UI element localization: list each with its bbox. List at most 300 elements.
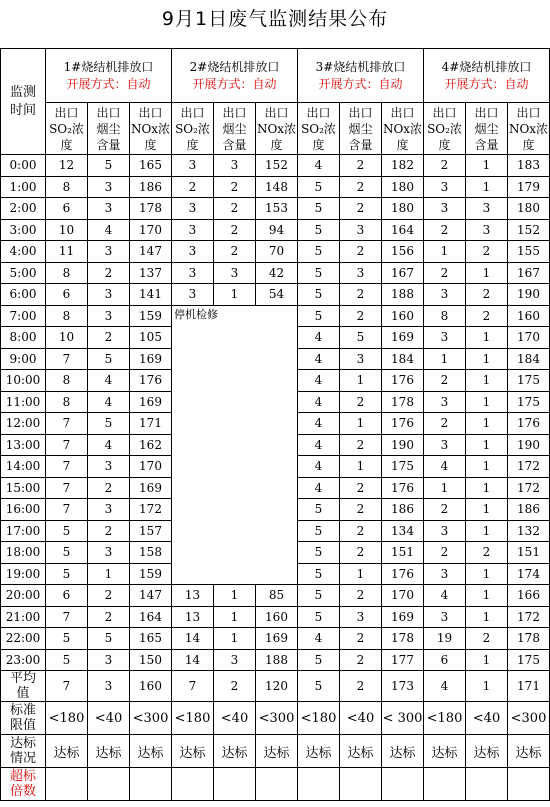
time-cell: 3:00 — [1, 219, 46, 241]
value-cell: 176 — [382, 563, 424, 585]
group-mode: 开展方式：自动 — [444, 76, 529, 91]
value-cell: 70 — [256, 241, 298, 263]
value-cell: 3 — [172, 241, 214, 263]
value-cell: 3 — [466, 198, 508, 220]
time-cell: 18:00 — [1, 542, 46, 564]
value-cell: <180 — [298, 702, 340, 735]
value-cell: 1 — [214, 606, 256, 628]
value-cell: 3 — [466, 219, 508, 241]
value-cell: 166 — [508, 585, 550, 607]
value-cell — [424, 768, 466, 801]
value-cell: 120 — [256, 671, 298, 702]
value-cell: 12 — [46, 155, 88, 177]
value-cell: 达标 — [214, 735, 256, 768]
table-row — [1, 198, 550, 220]
value-cell: 170 — [382, 585, 424, 607]
value-cell: 160 — [256, 606, 298, 628]
value-cell: 148 — [256, 176, 298, 198]
value-cell: 8 — [46, 391, 88, 413]
time-cell: 5:00 — [1, 262, 46, 284]
value-cell: 达标 — [340, 735, 382, 768]
value-cell: 172 — [508, 456, 550, 478]
value-cell: 174 — [508, 563, 550, 585]
value-cell: 3 — [424, 391, 466, 413]
value-cell: 3 — [214, 155, 256, 177]
value-cell: 1 — [466, 585, 508, 607]
value-cell: <40 — [88, 702, 130, 735]
value-cell: 3 — [424, 284, 466, 306]
value-cell: 3 — [340, 606, 382, 628]
group-header-row — [1, 49, 550, 103]
value-cell: 2 — [466, 628, 508, 650]
value-cell: 186 — [382, 499, 424, 521]
value-cell: 4 — [298, 413, 340, 435]
value-cell: 5 — [88, 628, 130, 650]
value-cell: 1 — [214, 284, 256, 306]
time-cell: 1:00 — [1, 176, 46, 198]
stop-note-cell — [172, 305, 298, 585]
value-cell: 1 — [466, 434, 508, 456]
value-cell: 134 — [382, 520, 424, 542]
value-cell: 1 — [466, 413, 508, 435]
table-row — [1, 262, 550, 284]
value-cell: 5 — [46, 563, 88, 585]
value-cell: 3 — [340, 348, 382, 370]
value-cell: 162 — [130, 434, 172, 456]
value-cell: 165 — [130, 628, 172, 650]
value-cell: 2 — [88, 520, 130, 542]
value-cell: 159 — [130, 563, 172, 585]
value-cell: 1 — [214, 585, 256, 607]
value-cell: 177 — [382, 649, 424, 671]
value-cell: 4 — [88, 391, 130, 413]
value-cell: 达标 — [172, 735, 214, 768]
value-cell: 2 — [424, 262, 466, 284]
average-row — [1, 671, 550, 702]
value-cell: 3 — [88, 542, 130, 564]
value-cell: 3 — [424, 434, 466, 456]
value-cell: 7 — [46, 413, 88, 435]
value-cell: 184 — [382, 348, 424, 370]
value-cell: 1 — [466, 499, 508, 521]
value-cell: 170 — [508, 327, 550, 349]
value-cell: 4 — [298, 477, 340, 499]
value-cell: 169 — [382, 327, 424, 349]
value-cell: 175 — [382, 456, 424, 478]
value-cell: 2 — [340, 391, 382, 413]
value-cell — [298, 768, 340, 801]
compliance-row-label: 达标 情况 — [1, 735, 46, 768]
group-mode: 开展方式：自动 — [318, 76, 403, 91]
value-cell: 176 — [382, 370, 424, 392]
time-cell: 12:00 — [1, 413, 46, 435]
value-cell: 176 — [382, 413, 424, 435]
value-cell: 6 — [46, 585, 88, 607]
average-row-label: 平均 值 — [1, 671, 46, 702]
value-cell: 54 — [256, 284, 298, 306]
stop-note: 停机检修 — [174, 307, 218, 321]
value-cell: 1 — [466, 563, 508, 585]
monitoring-table — [0, 48, 550, 801]
value-cell: 2 — [340, 649, 382, 671]
value-cell: 5 — [298, 563, 340, 585]
value-cell: 5 — [88, 413, 130, 435]
table-row — [1, 649, 550, 671]
value-cell: 178 — [130, 198, 172, 220]
value-cell: 8 — [424, 305, 466, 327]
value-cell: 160 — [130, 671, 172, 702]
value-cell: 7 — [46, 477, 88, 499]
value-cell: 1 — [466, 456, 508, 478]
value-cell: 1 — [466, 155, 508, 177]
value-cell: 1 — [466, 370, 508, 392]
value-cell: 3 — [172, 155, 214, 177]
value-cell: 2 — [88, 262, 130, 284]
time-cell: 7:00 — [1, 305, 46, 327]
time-cell: 4:00 — [1, 241, 46, 263]
value-cell: 5 — [46, 520, 88, 542]
value-cell: 5 — [298, 499, 340, 521]
value-cell: 137 — [130, 262, 172, 284]
value-cell: <180 — [46, 702, 88, 735]
value-cell: 3 — [424, 520, 466, 542]
value-cell: 5 — [298, 241, 340, 263]
sub-header-1-1: 出口 SO₂浓 度 — [46, 103, 88, 155]
value-cell: 19 — [424, 628, 466, 650]
value-cell: 175 — [508, 649, 550, 671]
value-cell: 180 — [382, 176, 424, 198]
value-cell: <300 — [130, 702, 172, 735]
value-cell: <40 — [214, 702, 256, 735]
sub-header-2-1: 出口 SO₂浓 度 — [172, 103, 214, 155]
value-cell: 175 — [508, 370, 550, 392]
value-cell: 1 — [424, 241, 466, 263]
value-cell: 183 — [508, 155, 550, 177]
value-cell: 2 — [340, 284, 382, 306]
time-cell: 10:00 — [1, 370, 46, 392]
value-cell: 5 — [298, 649, 340, 671]
value-cell: 3 — [172, 219, 214, 241]
group-header-1 — [46, 49, 172, 103]
exceed-row — [1, 768, 550, 801]
group-mode: 开展方式：自动 — [66, 76, 151, 91]
value-cell: 178 — [382, 391, 424, 413]
value-cell: 达标 — [88, 735, 130, 768]
value-cell: 3 — [88, 305, 130, 327]
value-cell: 42 — [256, 262, 298, 284]
value-cell: 2 — [214, 198, 256, 220]
time-cell: 6:00 — [1, 284, 46, 306]
value-cell: 3 — [424, 327, 466, 349]
value-cell — [214, 768, 256, 801]
value-cell: 1 — [340, 563, 382, 585]
value-cell: 169 — [256, 628, 298, 650]
value-cell: 1 — [466, 649, 508, 671]
value-cell: 2 — [424, 219, 466, 241]
value-cell: 1 — [466, 391, 508, 413]
value-cell: 4 — [424, 585, 466, 607]
value-cell: 105 — [130, 327, 172, 349]
value-cell: <300 — [508, 702, 550, 735]
value-cell: 150 — [130, 649, 172, 671]
sub-header-row — [1, 103, 550, 155]
sub-header-1-3: 出口 NOx浓 度 — [130, 103, 172, 155]
value-cell: 3 — [88, 456, 130, 478]
value-cell: 2 — [424, 499, 466, 521]
sub-header-4-3: 出口 NOx浓 度 — [508, 103, 550, 155]
value-cell: 164 — [130, 606, 172, 628]
value-cell: 171 — [130, 413, 172, 435]
value-cell — [382, 768, 424, 801]
value-cell: <180 — [424, 702, 466, 735]
value-cell: 3 — [88, 176, 130, 198]
sub-header-4-2: 出口 烟尘 含量 — [466, 103, 508, 155]
time-cell: 16:00 — [1, 499, 46, 521]
value-cell: 1 — [88, 563, 130, 585]
value-cell: 3 — [340, 262, 382, 284]
time-cell: 17:00 — [1, 520, 46, 542]
time-cell: 21:00 — [1, 606, 46, 628]
value-cell: 164 — [382, 219, 424, 241]
value-cell: 2 — [466, 241, 508, 263]
table-row — [1, 241, 550, 263]
value-cell: 3 — [88, 284, 130, 306]
value-cell: 14 — [172, 649, 214, 671]
value-cell: 1 — [466, 327, 508, 349]
value-cell: 5 — [298, 262, 340, 284]
value-cell — [46, 768, 88, 801]
group-header-2 — [172, 49, 298, 103]
value-cell: 1 — [214, 628, 256, 650]
value-cell: 4 — [88, 370, 130, 392]
value-cell: 14 — [172, 628, 214, 650]
value-cell: 2 — [214, 176, 256, 198]
value-cell: 167 — [382, 262, 424, 284]
value-cell: 3 — [214, 649, 256, 671]
value-cell: 2 — [172, 176, 214, 198]
value-cell: 达标 — [130, 735, 172, 768]
table-row — [1, 585, 550, 607]
value-cell: 188 — [382, 284, 424, 306]
value-cell: 7 — [46, 671, 88, 702]
value-cell: 160 — [382, 305, 424, 327]
value-cell: 3 — [424, 606, 466, 628]
value-cell — [88, 768, 130, 801]
value-cell: 7 — [46, 499, 88, 521]
value-cell: 169 — [130, 348, 172, 370]
value-cell: 13 — [172, 585, 214, 607]
value-cell: 2 — [466, 305, 508, 327]
value-cell — [508, 768, 550, 801]
value-cell: 4 — [298, 155, 340, 177]
time-cell: 9:00 — [1, 348, 46, 370]
value-cell: 4 — [298, 348, 340, 370]
table-row — [1, 606, 550, 628]
value-cell: 8 — [46, 370, 88, 392]
value-cell: 165 — [130, 155, 172, 177]
value-cell: 190 — [508, 284, 550, 306]
value-cell: 173 — [382, 671, 424, 702]
exceed-row-label: 超标 倍数 — [1, 768, 46, 801]
value-cell: 4 — [424, 456, 466, 478]
time-cell: 13:00 — [1, 434, 46, 456]
time-cell: 19:00 — [1, 563, 46, 585]
group-name: 4#烧结机排放口 — [441, 59, 532, 74]
value-cell: 4 — [298, 327, 340, 349]
value-cell: 2 — [88, 327, 130, 349]
value-cell: 170 — [130, 219, 172, 241]
value-cell: 2 — [340, 585, 382, 607]
sub-header-2-3: 出口 NOx浓 度 — [256, 103, 298, 155]
value-cell: 4 — [424, 671, 466, 702]
value-cell: 3 — [172, 198, 214, 220]
value-cell: < 300 — [382, 702, 424, 735]
value-cell: 2 — [340, 477, 382, 499]
time-cell: 11:00 — [1, 391, 46, 413]
value-cell — [466, 768, 508, 801]
value-cell: 2 — [340, 198, 382, 220]
value-cell: 5 — [88, 348, 130, 370]
value-cell — [256, 768, 298, 801]
value-cell: 190 — [508, 434, 550, 456]
value-cell: 5 — [46, 542, 88, 564]
value-cell: 169 — [382, 606, 424, 628]
value-cell: 1 — [340, 456, 382, 478]
value-cell — [172, 768, 214, 801]
table-body — [1, 155, 550, 801]
value-cell: 5 — [298, 542, 340, 564]
value-cell: 7 — [46, 348, 88, 370]
value-cell: 2 — [424, 542, 466, 564]
value-cell: 170 — [130, 456, 172, 478]
value-cell: 1 — [424, 348, 466, 370]
time-cell: 2:00 — [1, 198, 46, 220]
value-cell: 5 — [298, 520, 340, 542]
value-cell: 2 — [466, 284, 508, 306]
value-cell: 179 — [508, 176, 550, 198]
value-cell — [340, 768, 382, 801]
value-cell: 1 — [466, 520, 508, 542]
value-cell: 151 — [508, 542, 550, 564]
standard-row-label: 标准 限值 — [1, 702, 46, 735]
value-cell: 5 — [340, 327, 382, 349]
value-cell: 178 — [382, 628, 424, 650]
value-cell: 7 — [46, 456, 88, 478]
value-cell: 10 — [46, 327, 88, 349]
value-cell: 达标 — [466, 735, 508, 768]
value-cell: 2 — [340, 671, 382, 702]
value-cell: 156 — [382, 241, 424, 263]
value-cell: 8 — [46, 262, 88, 284]
value-cell: 153 — [256, 198, 298, 220]
value-cell: 5 — [298, 606, 340, 628]
value-cell: 172 — [508, 477, 550, 499]
value-cell: 188 — [256, 649, 298, 671]
value-cell: 85 — [256, 585, 298, 607]
value-cell: 5 — [298, 284, 340, 306]
value-cell: 3 — [424, 176, 466, 198]
value-cell: 2 — [340, 155, 382, 177]
value-cell: 171 — [508, 671, 550, 702]
value-cell: 1 — [466, 176, 508, 198]
value-cell: 147 — [130, 585, 172, 607]
value-cell: 176 — [508, 413, 550, 435]
value-cell: 167 — [508, 262, 550, 284]
value-cell: 2 — [424, 370, 466, 392]
value-cell: 158 — [130, 542, 172, 564]
value-cell: 达标 — [46, 735, 88, 768]
value-cell: 1 — [466, 348, 508, 370]
table-row — [1, 176, 550, 198]
value-cell — [130, 768, 172, 801]
compliance-row — [1, 735, 550, 768]
value-cell: 1 — [466, 262, 508, 284]
value-cell: 2 — [340, 520, 382, 542]
value-cell: <180 — [172, 702, 214, 735]
value-cell: 2 — [340, 542, 382, 564]
value-cell: 3 — [88, 198, 130, 220]
value-cell: 达标 — [256, 735, 298, 768]
value-cell: 186 — [130, 176, 172, 198]
value-cell: 6 — [424, 649, 466, 671]
value-cell: 7 — [46, 434, 88, 456]
value-cell: 4 — [298, 434, 340, 456]
value-cell: 1 — [340, 413, 382, 435]
table-row — [1, 219, 550, 241]
value-cell: 184 — [508, 348, 550, 370]
value-cell: 157 — [130, 520, 172, 542]
value-cell: 141 — [130, 284, 172, 306]
value-cell: 1 — [340, 370, 382, 392]
value-cell: 2 — [214, 241, 256, 263]
sub-header-1-2: 出口 烟尘 含量 — [88, 103, 130, 155]
value-cell: <300 — [256, 702, 298, 735]
value-cell: 5 — [298, 305, 340, 327]
sub-header-3-3: 出口 NOx浓 度 — [382, 103, 424, 155]
value-cell: 2 — [340, 499, 382, 521]
value-cell: 2 — [466, 542, 508, 564]
value-cell: 3 — [424, 563, 466, 585]
value-cell: 3 — [88, 671, 130, 702]
value-cell: 175 — [508, 391, 550, 413]
value-cell: 180 — [508, 198, 550, 220]
value-cell: 4 — [298, 391, 340, 413]
value-cell: 176 — [382, 477, 424, 499]
value-cell: <40 — [466, 702, 508, 735]
group-name: 3#烧结机排放口 — [315, 59, 406, 74]
value-cell: 2 — [340, 176, 382, 198]
value-cell: 6 — [46, 198, 88, 220]
value-cell: 3 — [172, 262, 214, 284]
value-cell: 2 — [424, 155, 466, 177]
time-cell: 14:00 — [1, 456, 46, 478]
value-cell: 5 — [46, 628, 88, 650]
time-cell: 0:00 — [1, 155, 46, 177]
value-cell: 5 — [298, 176, 340, 198]
time-cell: 22:00 — [1, 628, 46, 650]
value-cell: 160 — [508, 305, 550, 327]
value-cell: 132 — [508, 520, 550, 542]
table-row — [1, 628, 550, 650]
table-row — [1, 284, 550, 306]
value-cell: 3 — [88, 649, 130, 671]
value-cell: 2 — [340, 305, 382, 327]
group-name: 1#烧结机排放口 — [63, 59, 154, 74]
standard-row — [1, 702, 550, 735]
sub-header-3-2: 出口 烟尘 含量 — [340, 103, 382, 155]
value-cell: 152 — [508, 219, 550, 241]
value-cell: 7 — [172, 671, 214, 702]
